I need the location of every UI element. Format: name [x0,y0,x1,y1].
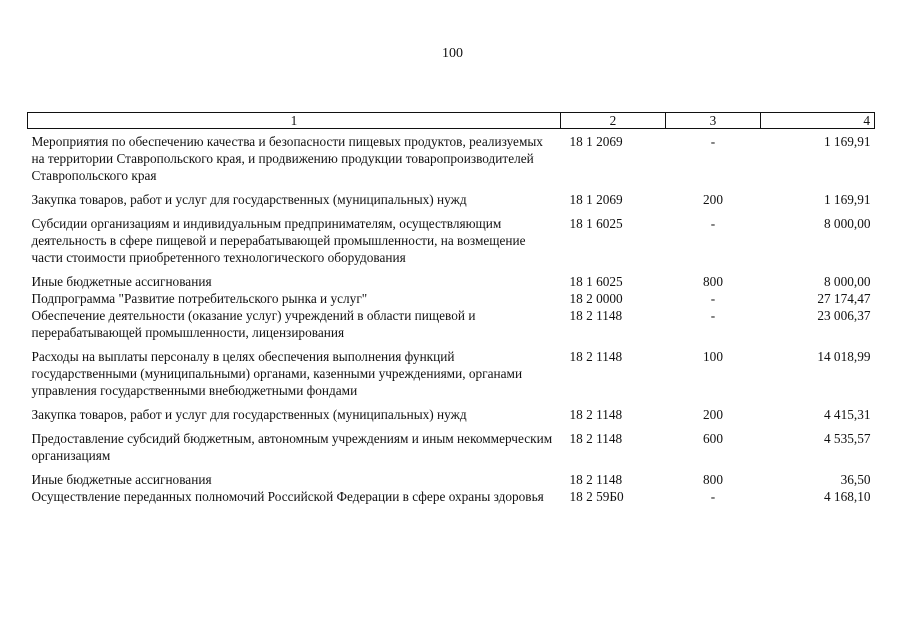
row-code: 18 2 59Б0 [569,489,624,504]
row-code: 18 1 2069 [569,192,623,207]
row-type: 200 [703,192,723,207]
row-sum: 8 000,00 [823,274,871,289]
row-sum: 23 006,37 [817,308,871,323]
row-type: 600 [703,431,723,446]
row-type: - [710,134,716,149]
budget-table [27,112,875,505]
row-name: Мероприятия по обеспечению качества и безопасности пищевых продуктов, реализуемых на территории Ставропольского края, и продвижению продукции товаропроизводителей Ставропольского края [31,134,543,183]
row-code: 18 1 2069 [569,134,623,149]
row-sum: 1 169,91 [823,192,871,207]
row-type: - [710,291,716,306]
row-name: Закупка товаров, работ и услуг для государственных (муниципальных) нужд [31,192,467,207]
row-sum: 8 000,00 [823,216,871,231]
row-sum: 14 018,99 [817,349,871,364]
row-type: - [710,216,716,231]
table-row [28,307,875,348]
row-name: Предоставление субсидий бюджетным, автономным учреждениям и иным некоммерческим организациям [31,431,553,463]
row-name: Закупка товаров, работ и услуг для государственных (муниципальных) нужд [31,407,467,422]
header-row [28,113,875,129]
table-body [28,129,875,506]
row-code: 18 1 6025 [569,274,623,289]
table-row [28,191,875,215]
row-sum: 4 168,10 [823,489,871,504]
row-type: 200 [703,407,723,422]
table-row [28,290,875,307]
table-row [28,129,875,192]
table-row [28,488,875,505]
row-sum: 27 174,47 [817,291,871,306]
page-number: 100 [442,46,463,61]
row-code: 18 2 1148 [569,431,623,446]
row-type: - [710,308,716,323]
row-type: 800 [703,472,723,487]
row-sum: 36,50 [840,472,871,487]
row-sum: 4 535,57 [823,431,871,446]
table-row [28,471,875,488]
table-row [28,273,875,290]
row-type: 100 [703,349,723,364]
row-code: 18 2 0000 [569,291,623,306]
row-code: 18 2 1148 [569,349,623,364]
row-name: Субсидии организациям и индивидуальным предпринимателям, осуществляющим деятельность в сфере пищевой и перерабатывающей промышленности, на возмещение части стоимости приобретенного технологического оборудования [31,216,526,265]
header-col-3: 3 [666,113,761,129]
header-col-2: 2 [561,113,666,129]
row-code: 18 2 1148 [569,308,623,323]
row-name: Осуществление переданных полномочий Российской Федерации в сфере охраны здоровья [31,489,544,504]
header-col-4: 4 [761,113,875,129]
row-code: 18 2 1148 [569,472,623,487]
row-sum: 1 169,91 [823,134,871,149]
table-row [28,406,875,430]
row-code: 18 2 1148 [569,407,623,422]
header-col-1: 1 [28,113,561,129]
row-name: Иные бюджетные ассигнования [31,274,212,289]
table-row [28,430,875,471]
row-sum: 4 415,31 [823,407,871,422]
row-name: Иные бюджетные ассигнования [31,472,212,487]
row-type: - [710,489,716,504]
row-name: Расходы на выплаты персоналу в целях обеспечения выполнения функций государственными (муниципальными) органами, казенными учреждениями, органами управления государственными внебюджетными фондами [31,349,523,398]
row-name: Обеспечение деятельности (оказание услуг) учреждений в области пищевой и перерабатывающей промышленности, лицензирования [31,308,476,340]
row-name: Подпрограмма "Развитие потребительского рынка и услуг" [31,291,368,306]
row-type: 800 [703,274,723,289]
table-row [28,215,875,273]
row-code: 18 1 6025 [569,216,623,231]
table-header [28,113,875,129]
table-row [28,348,875,406]
